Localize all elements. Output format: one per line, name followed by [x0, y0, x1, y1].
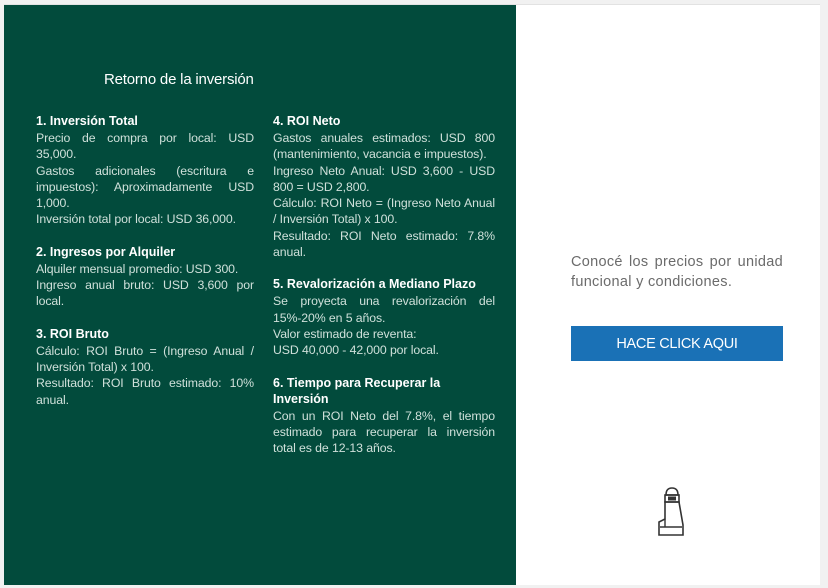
section-line: Inversión total por local: USD 36,000.: [36, 212, 236, 227]
section-line: Con un ROI Neto del 7.8%, el tiempo estimado para recuperar la inversión total es de 12-13 años.: [273, 408, 495, 456]
section-line: Cálculo: ROI Bruto = (Ingreso Anual / Inversión Total) x 100.: [36, 343, 254, 374]
section-revaluation: [273, 276, 495, 358]
hace-click-aqui-button[interactable]: HACE CLICK AQUI: [571, 326, 783, 361]
section-payback-time: [273, 375, 495, 457]
section-title: 6. Tiempo para Recuperar la Inversión: [273, 375, 441, 406]
section-total-investment: [36, 113, 254, 228]
section-line: Valor estimado de reventa:: [273, 326, 417, 341]
section-line: Precio de compra por local: USD 35,000.: [36, 131, 254, 162]
section-title: 1. Inversión Total: [36, 114, 138, 128]
roi-panel: [4, 5, 516, 585]
section-title: 4. ROI Neto: [273, 114, 341, 128]
section-line: Resultado: ROI Bruto estimado: 10% anual.: [36, 376, 254, 407]
cta-text: Conocé los precios por unidad funcional y condiciones.: [571, 254, 783, 290]
roi-column-2: [273, 113, 495, 472]
section-line: USD 40,000 - 42,000 por local.: [273, 343, 439, 358]
roi-column-1: [36, 113, 254, 424]
section-line: Resultado: ROI Neto estimado: 7.8% anual.: [273, 228, 495, 260]
section-line: Gastos anuales estimados: USD 800 (mantenimiento, vacancia e impuestos).: [273, 131, 495, 162]
section-line: Ingreso Neto Anual: USD 3,600 - USD 800 = USD 2,800.: [273, 163, 495, 194]
section-title: 2. Ingresos por Alquiler: [36, 244, 176, 259]
section-rental-income: [36, 244, 254, 310]
panel-title: Retorno de la inversión: [104, 71, 254, 88]
vending-machine-icon: [652, 485, 692, 539]
section-line: Alquiler mensual promedio: USD 300.: [36, 261, 239, 276]
section-title: 5. Revalorización a Mediano Plazo: [273, 277, 476, 292]
section-title: 3. ROI Bruto: [36, 326, 109, 341]
section-net-roi: [273, 113, 495, 260]
section-line: Cálculo: ROI Neto = (Ingreso Neto Anual / Inversión Total) x 100.: [273, 196, 495, 227]
section-line: Gastos adicionales (escritura e impuestos): Aproximadamente USD 1,000.: [36, 163, 254, 211]
section-line: Se proyecta una revalorización del 15%-20% en 5 años.: [273, 294, 495, 325]
section-gross-roi: [36, 326, 254, 408]
slide-frame: [4, 4, 820, 585]
section-line: Ingreso anual bruto: USD 3,600 por local.: [36, 278, 254, 309]
cta-panel: [516, 5, 820, 585]
